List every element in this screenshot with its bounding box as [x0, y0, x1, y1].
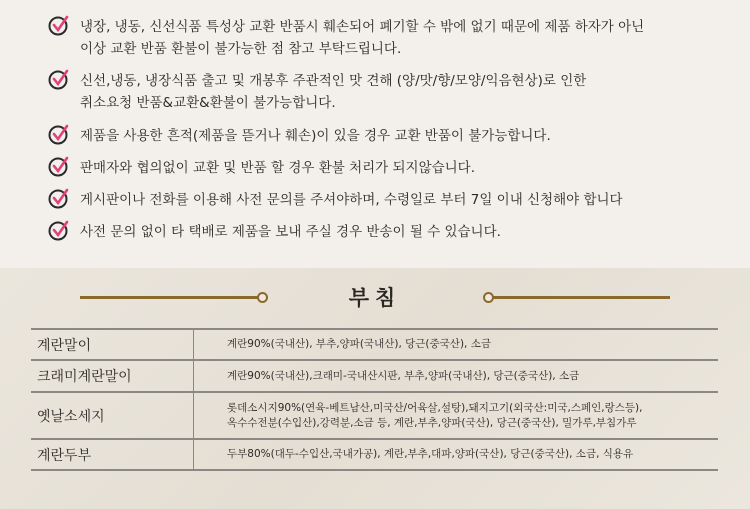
notice-item [48, 70, 586, 114]
product-name: 계란말이 [31, 329, 194, 360]
notice-item [48, 189, 623, 211]
product-ingredients: 롯데소시지90%(연육-베트남산,미국산/어육살,설탕),돼지고기(외국산:미국,스페인,랑스등), 옥수수전분(수입산),강력분,소금 등, 계란,부추,양파(국산), 당근(중국산), 밀가루,부침가루 [194, 392, 719, 439]
check-icon [48, 68, 70, 90]
table-row [31, 392, 718, 439]
product-name: 계란두부 [31, 439, 194, 470]
product-name: 크래미계란말이 [31, 360, 194, 392]
table-row [31, 360, 718, 392]
check-icon [48, 14, 70, 36]
product-ingredients: 두부80%(대두-수입산,국내가공), 계란,부추,대파,양파(국산), 당근(중국산), 소금, 식용유 [194, 439, 719, 470]
check-icon [48, 187, 70, 209]
check-icon [48, 123, 70, 145]
notice-item [48, 221, 501, 243]
table-row [31, 439, 718, 470]
product-name: 옛날소세지 [31, 392, 194, 439]
check-icon [48, 155, 70, 177]
product-ingredients: 계란90%(국내산), 부추,양파(국내산), 당근(중국산), 소금 [194, 329, 719, 360]
notice-text: 게시판이나 전화를 이용해 사전 문의를 주셔야하며, 수령일로 부터 7일 이내 신청해야 합니다 [80, 192, 623, 208]
notice-text: 사전 문의 없이 타 택배로 제품을 보내 주실 경우 반송이 될 수 있습니다. [80, 224, 501, 240]
notice-text: 냉장, 냉동, 신선식품 특성상 교환 반품시 훼손되어 폐기할 수 밖에 없기 때문에 제품 하자가 아닌 이상 교환 반품 환불이 불가능한 점 참고 부탁드립니다. [80, 19, 645, 57]
notice-item [48, 157, 475, 179]
ingredients-table [31, 328, 718, 471]
notice-item [48, 16, 644, 60]
notice-text: 제품을 사용한 흔적(제품을 뜯거나 훼손)이 있을 경우 교환 반품이 불가능합니다. [80, 128, 551, 144]
section-title: 부침 [348, 286, 402, 310]
product-ingredients: 계란90%(국내산),크래미-국내산시판, 부추,양파(국내산), 당근(중국산), 소금 [194, 360, 719, 392]
table-row [31, 329, 718, 360]
notice-text: 판매자와 협의없이 교환 및 반품 할 경우 환불 처리가 되지않습니다. [80, 160, 476, 176]
notice-item [48, 125, 551, 147]
notice-text: 신선,냉동, 냉장식품 출고 및 개봉후 주관적인 맛 견해 (양/맛/향/모양/익음현상)로 인한 취소요청 반품&교환&환불이 불가능합니다. [80, 73, 587, 111]
check-icon [48, 219, 70, 241]
